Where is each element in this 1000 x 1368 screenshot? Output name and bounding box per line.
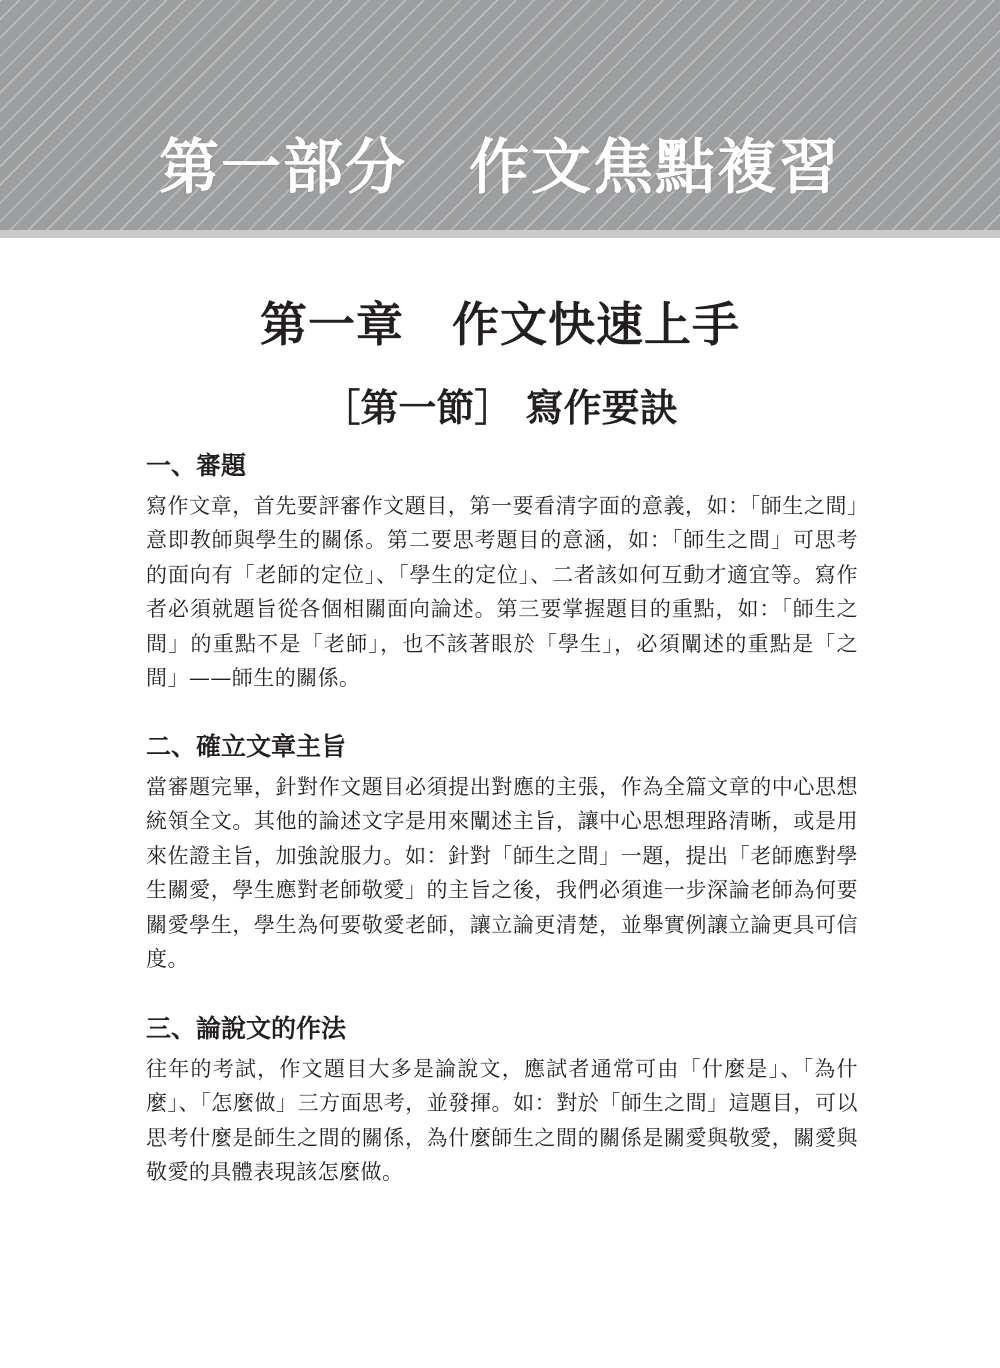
banner-divider [0, 230, 1000, 238]
section-item-1 [146, 449, 858, 695]
item-heading: 二、確立文章主旨 [146, 732, 347, 761]
item-heading: 三、論說文的作法 [146, 1014, 347, 1043]
section-title: ［第一節］ 寫作要訣 [322, 386, 678, 430]
chapter-title: 第一章 作文快速上手 [260, 298, 740, 353]
item-paragraph: 當審題完畢，針對作文題目必須提出對應的主張，作為全篇文章的中心思想統領全文。其他的論述文字是用來闡述主旨，讓中心思想理路清晰，或是用來佐證主旨，加強說服力。如：針對「師生之間」一題，提出「老師應對學生關愛，學生應對老師敬愛」的主旨之後，我們必須進一步深論老師為何要關愛學生，學生為何要敬愛老師，讓立論更清楚，並舉實例讓立論更具可信度。 [146, 775, 858, 972]
section-item-3 [146, 1012, 858, 1190]
item-paragraph: 往年的考試，作文題目大多是論說文，應試者通常可由「什麼是」、「為什麼」、「怎麼做」三方面思考，並發揮。如：對於「師生之間」這題目，可以思考什麼是師生之間的關係，為什麼師生之間的關係是關愛與敬愛，關愛與敬愛的具體表現該怎麼做。 [146, 1057, 858, 1185]
section-item-2 [146, 730, 858, 976]
item-paragraph: 寫作文章，首先要評審作文題目，第一要看清字面的意義，如：「師生之間」意即教師與學生的關係。第二要思考題目的意涵，如：「師生之間」可思考的面向有「老師的定位」、「學生的定位」、二者該如何互動才適宜等。寫作者必須就題旨從各個相關面向論述。第三要掌握題目的重點，如：「師生之間」的重點不是「老師」，也不該著眼於「學生」，必須闡述的重點是「之間」——師生的關係。 [146, 494, 858, 691]
item-heading: 一、審題 [146, 451, 247, 480]
part-title: 第一部分 作文焦點複習 [159, 133, 841, 203]
